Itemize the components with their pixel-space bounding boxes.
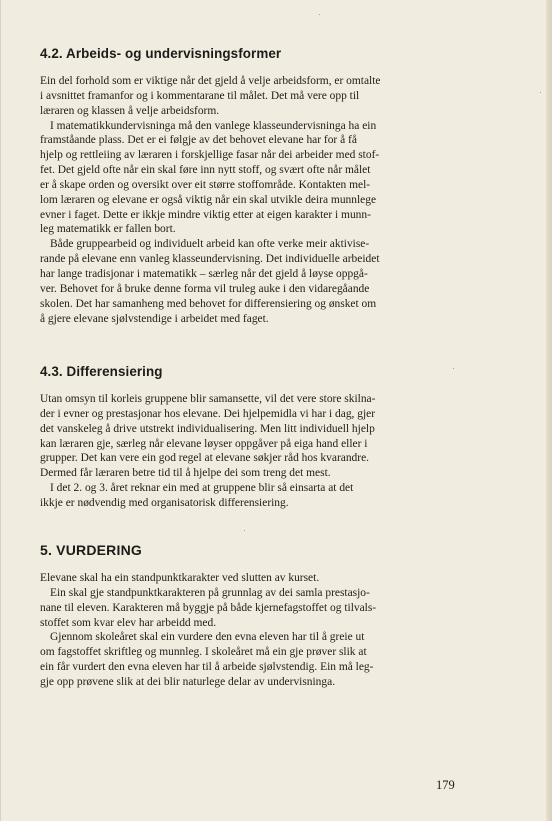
text-line: rande på elevane enn vanleg klasseundervisning. Det individuelle arbeidet <box>40 253 380 266</box>
text-line: I matematikkundervisninga må den vanlege klasseundervisninga ha ein <box>50 119 377 132</box>
paragraph <box>40 571 376 586</box>
text-line: nane til eleven. Karakteren må byggje på både kjernefagstoffet og tilvals- <box>40 601 377 614</box>
paper-speck <box>319 14 320 15</box>
text-line: Utan omsyn til korleis gruppene blir samansette, vil det vere store skilna- <box>40 393 376 405</box>
paper-speck <box>453 368 454 369</box>
section-vurdering <box>40 542 376 690</box>
text-line: stoffet som kvar elev har arbeidd med. <box>40 616 217 629</box>
text-line: Både gruppearbeid og individuelt arbeid kan ofte verke meir aktivise- <box>50 238 370 251</box>
paragraph <box>40 586 376 631</box>
text-line: ver. Behovet for å bruke denne forma vil truleg auke i den vidaregåande <box>40 282 370 295</box>
text-line: der i evner og prestasjonar hos elevane. Dei hjelpemidla vi har i dag, gjer <box>40 407 376 420</box>
text-line: I det 2. og 3. året reknar ein med at gruppene blir så einsarta at det <box>50 482 354 495</box>
section-heading: 4.2. Arbeids- og undervisningsformer <box>40 46 282 61</box>
text-line: Dermed får læraren betre tid til å hjelpe dei som treng det mest. <box>40 467 331 480</box>
text-line: ikkje er nødvendig med organisatorisk differensiering. <box>40 496 289 509</box>
text-line: å gjere elevane sjølvstendige i arbeidet med faget. <box>40 312 269 325</box>
paragraph <box>40 74 380 119</box>
paragraph <box>40 481 375 511</box>
text-line: er å skape orden og oversikt over eit større stoffområde. Kontakten mel- <box>40 178 371 191</box>
paragraph <box>40 392 375 481</box>
text-line: Gjennom skoleåret skal ein vurdere den evna eleven har til å greie ut <box>50 631 365 644</box>
text-line: har lange tradisjonar i matematikk – særleg når det gjeld å løyse oppgå- <box>40 267 368 280</box>
text-line: i avsnittet framanfor og i kommentarane til målet. Det må vere opp til <box>40 89 360 102</box>
paper-speck <box>540 92 541 93</box>
paragraph <box>40 237 380 326</box>
text-line: kan læraren gje, særleg når elevane løyser oppgåver på eiga hand eller i <box>40 437 368 450</box>
text-line: framståande plass. Det er ei følgje av det behovet elevane har for å få <box>40 134 357 147</box>
paper-speck <box>244 530 245 531</box>
text-line: grupper. Det kan vere ein god regel at elevane søkjer råd hos kvarandre. <box>40 452 370 465</box>
text-line: det vanskeleg å drive utstrekt individualisering. Men litt individuell hjelp <box>40 422 375 435</box>
text-line: om fagstoffet skriftleg og munnleg. I skoleåret må ein gje prøver slik at <box>40 646 367 659</box>
text-line: fet. Det gjeld ofte når ein skal føre inn nytt stoff, og svært ofte når målet <box>40 164 371 177</box>
text-line: Ein skal gje standpunktkarakteren på grunnlag av dei samla prestasjo- <box>50 586 370 599</box>
text-line: hjelp og rettleiing av læraren i forskjellige fasar når dei arbeider med stof- <box>40 149 380 162</box>
section-differensiering <box>40 364 375 511</box>
text-line: gje opp prøvene slik at dei blir naturlege delar av undervisninga. <box>40 675 336 688</box>
text-line: skolen. Det har samanheng med behovet for differensiering og ønsket om <box>40 297 377 310</box>
text-line: leg matematikk er fallen bort. <box>40 223 176 236</box>
section-arbeidsformer <box>40 46 380 326</box>
section-heading: 5. VURDERING <box>40 542 142 558</box>
page-number: 179 <box>436 778 455 792</box>
text-line: evner i faget. Dette er ikkje mindre viktig etter at eigen karakter i munn- <box>40 208 371 221</box>
section-heading: 4.3. Differensiering <box>40 364 163 379</box>
text-line: læraren og klassen å velje arbeidsform. <box>40 104 220 117</box>
text-line: Elevane skal ha ein standpunktkarakter ved slutten av kurset. <box>40 572 320 584</box>
text-line: Ein del forhold som er viktige når det gjeld å velje arbeidsform, er omtalte <box>40 75 381 87</box>
page-edge-shadow <box>546 0 552 821</box>
paragraph <box>40 630 376 689</box>
paragraph <box>40 119 380 238</box>
text-line: lom læraren og elevane er også viktig når ein skal utvikle deira munnlege <box>40 193 377 206</box>
text-line: ein får vurdert den evna eleven har til å arbeide sjølvstendig. Ein må leg- <box>40 661 374 674</box>
